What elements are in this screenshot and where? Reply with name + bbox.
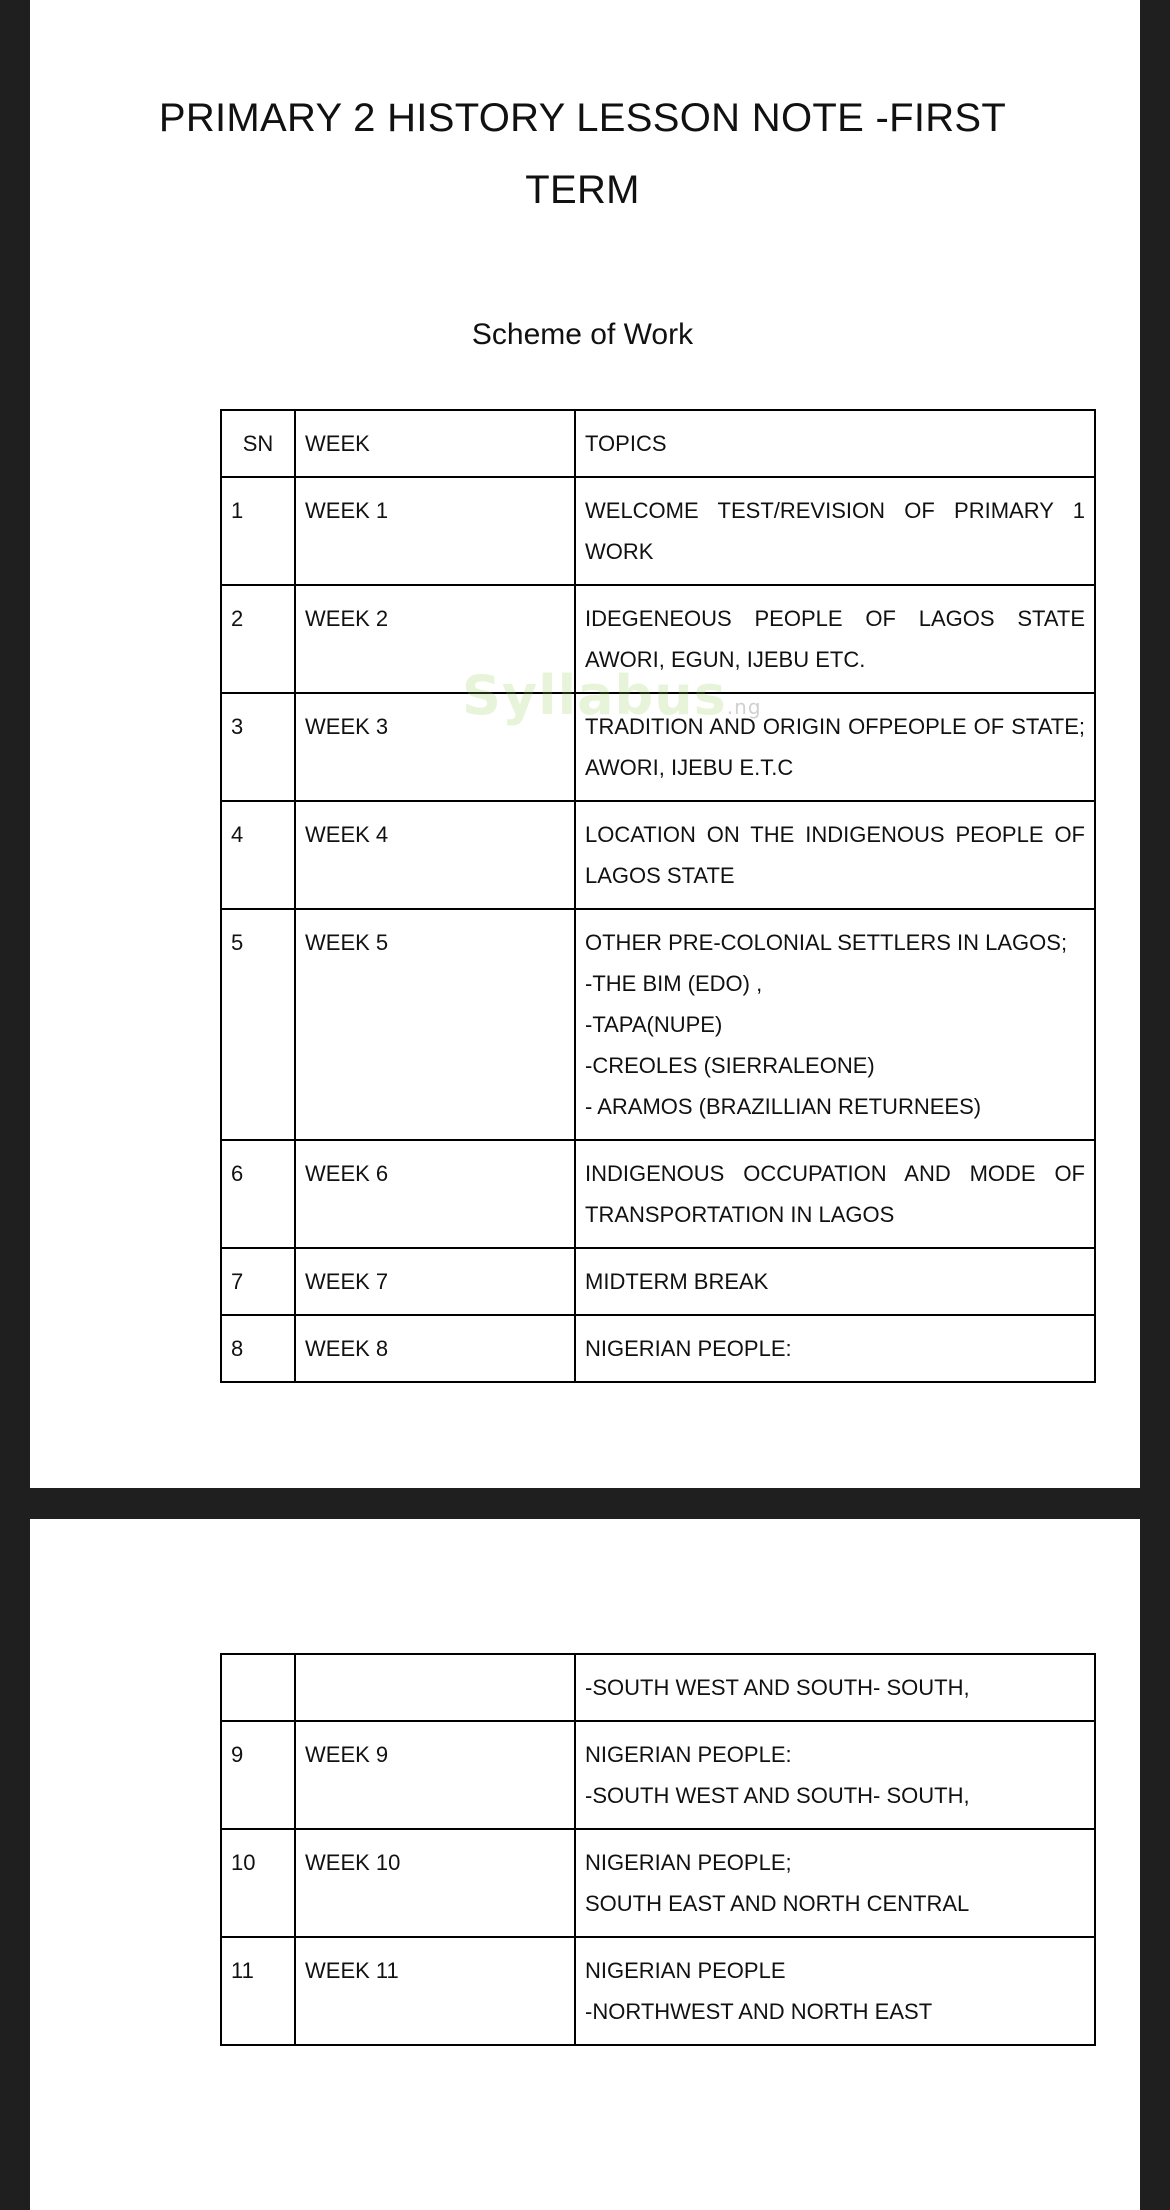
row-week: WEEK 8	[295, 1315, 575, 1382]
header-topics: TOPICS	[575, 410, 1095, 477]
row-week: WEEK 10	[295, 1829, 575, 1937]
table-row	[221, 1937, 1095, 2045]
topic-line: IDEGENEOUS PEOPLE OF LAGOS STATE AWORI, EGUN, IJEBU ETC.	[585, 606, 1085, 672]
document-page-2	[30, 1519, 1140, 2210]
topic-line: OTHER PRE-COLONIAL SETTLERS IN LAGOS;	[585, 930, 1068, 955]
row-topics	[575, 1654, 1095, 1721]
topic-line: -NORTHWEST AND NORTH EAST	[585, 1999, 933, 2024]
topic-line: SOUTH EAST AND NORTH CENTRAL	[585, 1891, 970, 1916]
row-sn: 7	[221, 1248, 295, 1315]
table-row	[221, 477, 1095, 585]
row-week: WEEK 4	[295, 801, 575, 909]
row-topics	[575, 1829, 1095, 1937]
row-week: WEEK 9	[295, 1721, 575, 1829]
table-row	[221, 1654, 1095, 1721]
topic-line: TRADITION AND ORIGIN OFPEOPLE OF STATE; AWORI, IJEBU E.T.C	[585, 714, 1085, 780]
row-topics	[575, 1248, 1095, 1315]
row-topics	[575, 909, 1095, 1140]
topic-line: NIGERIAN PEOPLE	[585, 1958, 786, 1983]
row-topics	[575, 477, 1095, 585]
table-row	[221, 1721, 1095, 1829]
header-week: WEEK	[295, 410, 575, 477]
topic-line: -TAPA(NUPE)	[585, 1012, 723, 1037]
row-week: WEEK 7	[295, 1248, 575, 1315]
topic-line: WELCOME TEST/REVISION OF PRIMARY 1 WORK	[585, 498, 1085, 564]
watermark-suffix: .ng	[726, 695, 762, 719]
document-page-1	[30, 0, 1140, 1488]
row-week: WEEK 1	[295, 477, 575, 585]
row-week: WEEK 6	[295, 1140, 575, 1248]
table-row	[221, 1315, 1095, 1382]
watermark-text: Syllabus	[462, 664, 727, 727]
row-topics	[575, 1721, 1095, 1829]
topic-line: MIDTERM BREAK	[585, 1269, 769, 1294]
topic-line: -CREOLES (SIERRALEONE)	[585, 1053, 875, 1078]
row-sn: 9	[221, 1721, 295, 1829]
scheme-of-work-table	[220, 409, 1096, 1383]
table-row	[221, 693, 1095, 801]
row-sn: 1	[221, 477, 295, 585]
document-title: PRIMARY 2 HISTORY LESSON NOTE -FIRST TERM	[158, 96, 1007, 212]
topic-line: NIGERIAN PEOPLE;	[585, 1850, 792, 1875]
table-row	[221, 1829, 1095, 1937]
table-row	[221, 585, 1095, 693]
row-topics	[575, 585, 1095, 693]
row-topics	[575, 1140, 1095, 1248]
row-sn: 8	[221, 1315, 295, 1382]
row-topics	[575, 801, 1095, 909]
row-sn: 5	[221, 909, 295, 1140]
row-sn: 2	[221, 585, 295, 693]
table-row	[221, 1248, 1095, 1315]
topic-line: INDIGENOUS OCCUPATION AND MODE OF TRANSPORTATION IN LAGOS	[585, 1161, 1085, 1227]
table-row	[221, 801, 1095, 909]
row-week: WEEK 11	[295, 1937, 575, 2045]
row-week: WEEK 2	[295, 585, 575, 693]
row-sn: 6	[221, 1140, 295, 1248]
row-sn: 4	[221, 801, 295, 909]
row-sn: 3	[221, 693, 295, 801]
topic-line: -SOUTH WEST AND SOUTH- SOUTH,	[585, 1783, 970, 1808]
row-topics	[575, 1937, 1095, 2045]
row-sn: 10	[221, 1829, 295, 1937]
topic-line: NIGERIAN PEOPLE:	[585, 1336, 792, 1361]
scheme-of-work-table-continued	[220, 1653, 1096, 2046]
topic-line: -THE BIM (EDO) ,	[585, 971, 763, 996]
table-header-row	[221, 410, 1095, 477]
row-sn	[221, 1654, 295, 1721]
row-topics	[575, 1315, 1095, 1382]
row-week: WEEK 5	[295, 909, 575, 1140]
row-week: WEEK 3	[295, 693, 575, 801]
document-subtitle: Scheme of Work	[471, 318, 694, 351]
topic-line: -SOUTH WEST AND SOUTH- SOUTH,	[585, 1675, 970, 1700]
topic-line: - ARAMOS (BRAZILLIAN RETURNEES)	[585, 1094, 982, 1119]
row-week	[295, 1654, 575, 1721]
topic-line: NIGERIAN PEOPLE:	[585, 1742, 792, 1767]
header-sn: SN	[221, 410, 295, 477]
table-row	[221, 1140, 1095, 1248]
topic-line: LOCATION ON THE INDIGENOUS PEOPLE OF LAGOS STATE	[585, 822, 1085, 888]
row-topics	[575, 693, 1095, 801]
table-row	[221, 909, 1095, 1140]
row-sn: 11	[221, 1937, 295, 2045]
